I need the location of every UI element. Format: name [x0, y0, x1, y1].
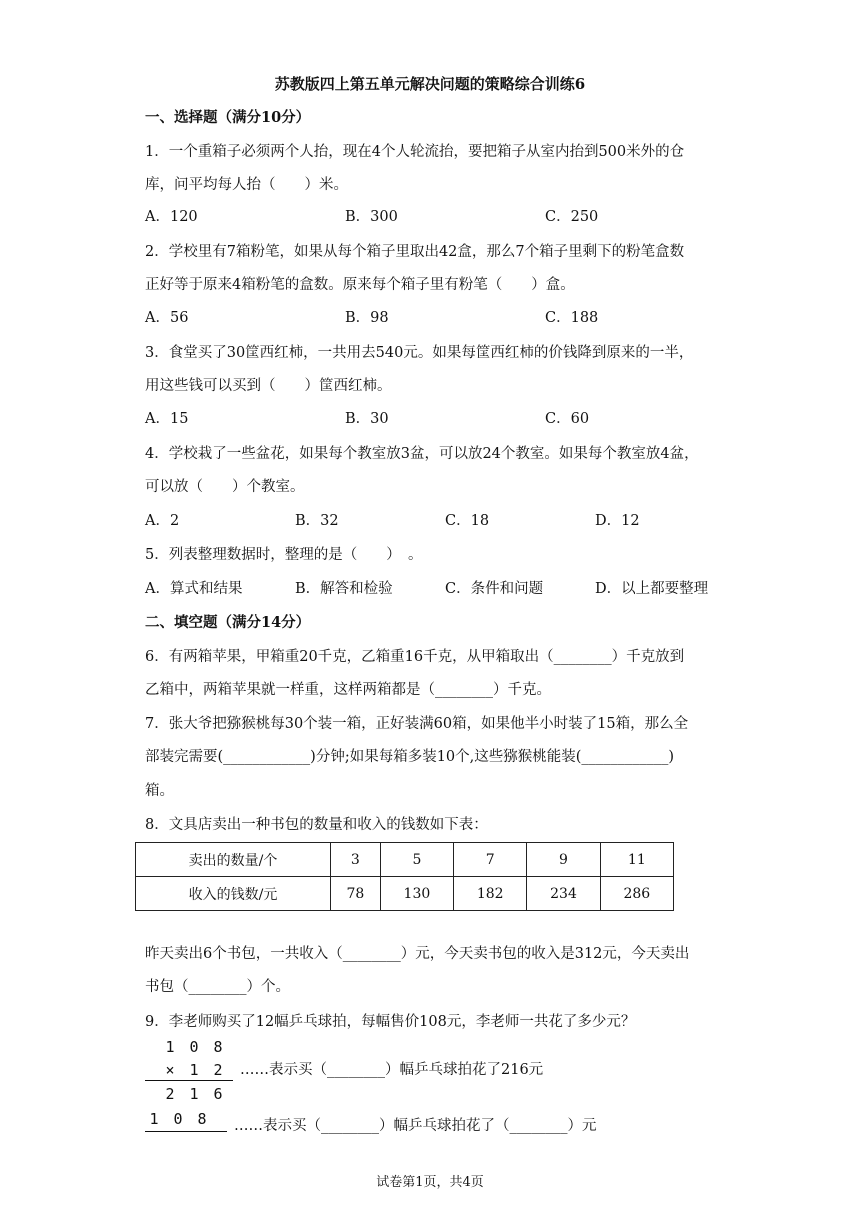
question-9-note-2: ……表示买（________）幅乒乓球拍花了（________）元: [234, 1118, 597, 1134]
option-b[interactable]: B．98: [345, 310, 389, 326]
section-heading-fill: 二、填空题（满分14分）: [145, 614, 311, 631]
option-a[interactable]: A．2: [145, 513, 180, 529]
question-9-note-1: ……表示买（________）幅乒乓球拍花了216元: [240, 1062, 544, 1078]
table-cell: 182: [454, 877, 527, 911]
calc-digit: 1: [165, 1038, 175, 1056]
question-8-line-3: 书包（________）个。: [145, 979, 290, 995]
table-row-header: 卖出的数量/个: [136, 843, 331, 877]
question-4-options: [145, 511, 745, 531]
question-3-line-2: 用这些钱可以买到（ ）筐西红柿。: [145, 378, 392, 394]
option-c[interactable]: C．条件和问题: [445, 581, 544, 597]
question-5-options: [145, 579, 745, 599]
calc-digit: 2: [165, 1085, 175, 1103]
question-3-options: [145, 409, 745, 429]
question-1-line-2: 库，问平均每人抬（ ）米。: [145, 177, 348, 193]
calc-digit: 1: [189, 1061, 199, 1079]
option-a[interactable]: A．算式和结果: [145, 581, 243, 597]
page-title: 苏教版四上第五单元解决问题的策略综合训练6: [274, 75, 586, 93]
option-b[interactable]: B．300: [345, 209, 398, 225]
calc-rule: [145, 1080, 233, 1081]
table-cell: 9: [527, 843, 600, 877]
table-cell: 3: [331, 843, 381, 877]
question-2-options: [145, 308, 745, 328]
question-6-line-2: 乙箱中，两箱苹果就一样重，这样两箱都是（________）千克。: [145, 682, 551, 698]
question-9-line-1: 9．李老师购买了12幅乒乓球拍，每幅售价108元，李老师一共花了多少元？: [145, 1014, 636, 1030]
calc-rule: [145, 1131, 227, 1132]
option-b[interactable]: B．解答和检验: [295, 581, 393, 597]
question-2-line-2: 正好等于原来4箱粉笔的盒数。原来每个箱子里有粉笔（ ）盒。: [145, 277, 575, 293]
option-c[interactable]: C．18: [445, 513, 490, 529]
question-7-line-3: 箱。: [145, 783, 174, 799]
question-7-line-2: 部装完需要(____________)分钟;如果每箱多装10个,这些猕猴桃能装(____________): [145, 749, 675, 765]
question-5-line-1: 5．列表整理数据时，整理的是（ ） 。: [145, 547, 423, 563]
calc-digit: 2: [213, 1061, 223, 1079]
table-cell: 130: [380, 877, 453, 911]
question-4-line-2: 可以放（ ）个教室。: [145, 479, 305, 495]
calc-digit: 8: [213, 1038, 223, 1056]
option-a[interactable]: A．56: [145, 310, 189, 326]
option-a[interactable]: A．120: [145, 209, 198, 225]
table-cell: 286: [600, 877, 673, 911]
option-d[interactable]: D．12: [595, 513, 640, 529]
table-row: [136, 877, 674, 911]
section-heading-choice: 一、选择题（满分10分）: [145, 109, 311, 126]
question-7-line-1: 7．张大爷把猕猴桃每30个装一箱，正好装满60箱，如果他半小时装了15箱，那么全: [145, 716, 689, 732]
option-c[interactable]: C．188: [545, 310, 599, 326]
calc-digit: 8: [197, 1110, 207, 1128]
question-4-line-1: 4．学校栽了一些盆花，如果每个教室放3盆，可以放24个教室。如果每个教室放4盆，: [145, 446, 699, 462]
table-row-header: 收入的钱数/元: [136, 877, 331, 911]
question-2-line-1: 2．学校里有7箱粉笔，如果从每个箱子里取出42盒，那么7个箱子里剩下的粉笔盒数: [145, 244, 685, 260]
calc-digit: 0: [189, 1038, 199, 1056]
calc-digit: 1: [189, 1085, 199, 1103]
option-b[interactable]: B．32: [295, 513, 339, 529]
table-cell: 78: [331, 877, 381, 911]
calc-digit: 1: [149, 1110, 159, 1128]
option-c[interactable]: C．60: [545, 411, 590, 427]
multiply-sign: ×: [165, 1061, 175, 1079]
question-8-line-1: 8．文具店卖出一种书包的数量和收入的钱数如下表：: [145, 817, 488, 833]
table-cell: 11: [600, 843, 673, 877]
question-1-line-1: 1．一个重箱子必须两个人抬，现在4个人轮流抬，要把箱子从室内抬到500米外的仓: [145, 144, 685, 160]
sales-table: [135, 842, 674, 911]
calc-digit: 6: [213, 1085, 223, 1103]
question-3-line-1: 3．食堂买了30筐西红柿，一共用去540元。如果每筐西红柿的价钱降到原来的一半，: [145, 345, 694, 361]
table-cell: 234: [527, 877, 600, 911]
page-footer: 试卷第1页，共4页: [376, 1175, 484, 1190]
calc-digit: 0: [173, 1110, 183, 1128]
table-cell: 7: [454, 843, 527, 877]
table-cell: 5: [380, 843, 453, 877]
option-a[interactable]: A．15: [145, 411, 189, 427]
option-b[interactable]: B．30: [345, 411, 389, 427]
option-c[interactable]: C．250: [545, 209, 599, 225]
table-row: [136, 843, 674, 877]
question-8-line-2: 昨天卖出6个书包，一共收入（________）元，今天卖书包的收入是312元，今天卖出: [145, 946, 690, 962]
option-d[interactable]: D．以上都要整理: [595, 581, 709, 597]
question-1-options: [145, 207, 745, 227]
question-6-line-1: 6．有两箱苹果，甲箱重20千克，乙箱重16千克，从甲箱取出（________）千克放到: [145, 649, 685, 665]
